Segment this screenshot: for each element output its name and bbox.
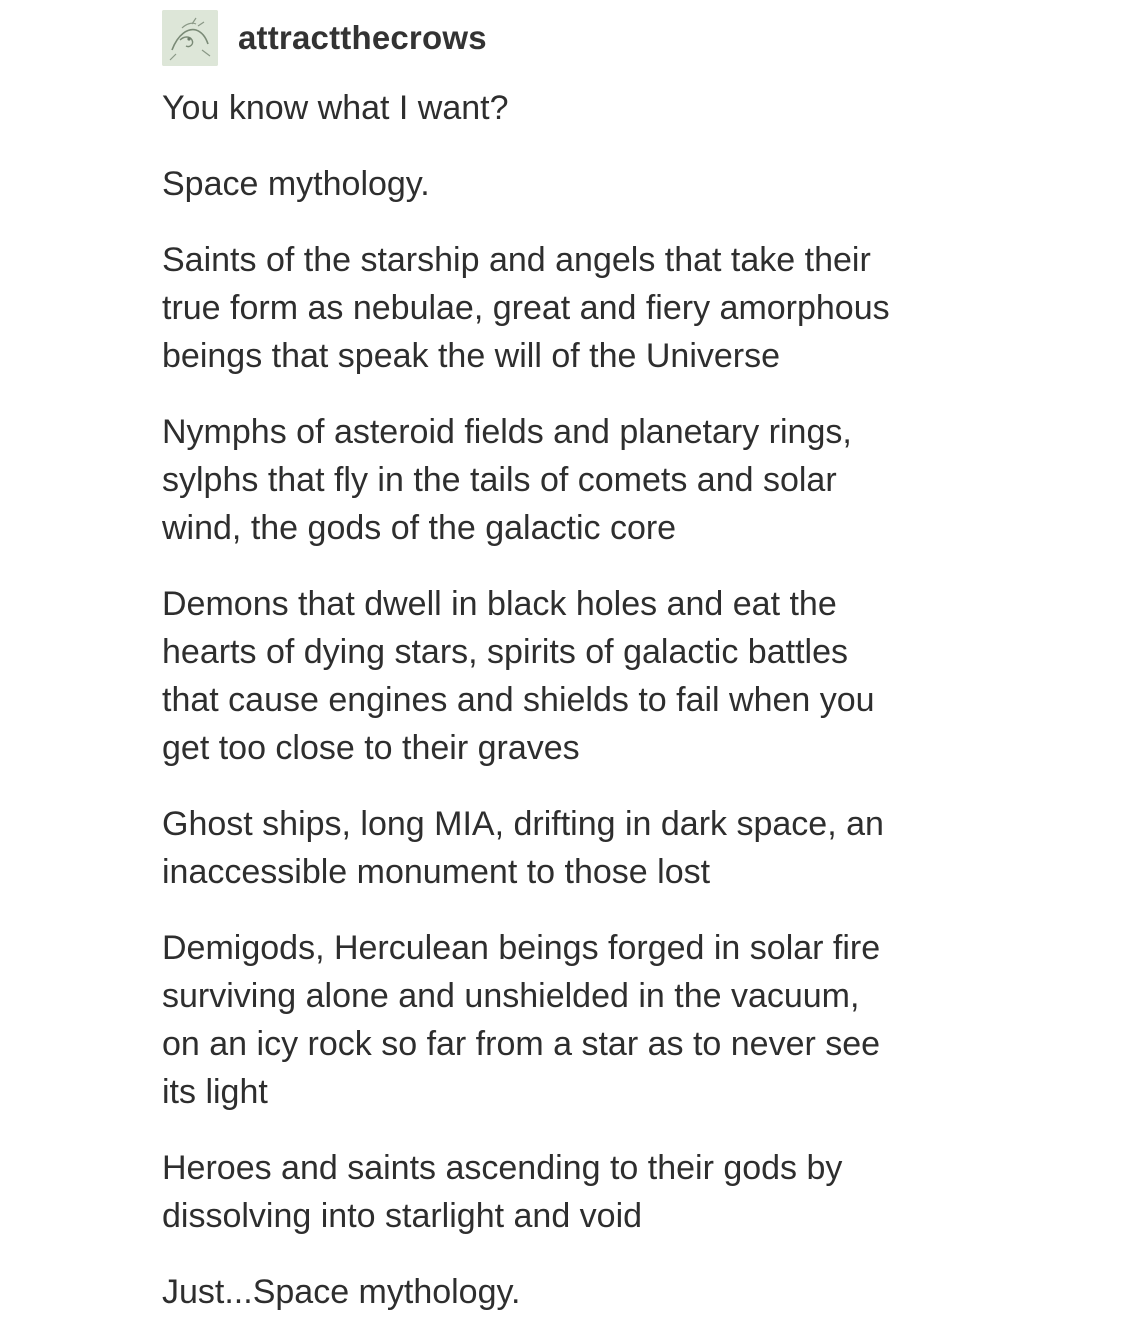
post-paragraph — [162, 800, 1062, 896]
paragraph-line: sylphs that fly in the tails of comets and solar — [162, 461, 837, 499]
post-paragraph — [162, 1268, 1062, 1316]
paragraph-line: Nymphs of asteroid fields and planetary rings, — [162, 413, 852, 451]
paragraph-line: hearts of dying stars, spirits of galactic battles — [162, 633, 848, 671]
paragraph-line: dissolving into starlight and void — [162, 1197, 643, 1235]
paragraph-line: wind, the gods of the galactic core — [162, 509, 677, 547]
paragraph-line: its light — [162, 1073, 268, 1111]
post-paragraph — [162, 924, 1062, 1116]
paragraph-line: You know what I want? — [162, 89, 509, 127]
post-body — [162, 84, 1062, 1316]
paragraph-line: on an icy rock so far from a star as to never see — [162, 1025, 881, 1063]
paragraph-line: inaccessible monument to those lost — [162, 853, 711, 891]
post-header — [162, 10, 1062, 66]
post-paragraph — [162, 236, 1062, 380]
post-paragraph — [162, 408, 1062, 552]
post-paragraph — [162, 580, 1062, 772]
paragraph-line: Space mythology. — [162, 165, 430, 203]
paragraph-line: Just...Space mythology. — [162, 1273, 521, 1311]
paragraph-line: surviving alone and unshielded in the vacuum, — [162, 977, 860, 1015]
crow-sketch-icon — [162, 10, 218, 66]
paragraph-line: beings that speak the will of the Universe — [162, 337, 781, 375]
post-paragraph — [162, 1144, 1062, 1240]
paragraph-line: Ghost ships, long MIA, drifting in dark space, an — [162, 805, 884, 843]
paragraph-line: Heroes and saints ascending to their gods by — [162, 1149, 843, 1187]
paragraph-line: true form as nebulae, great and fiery amorphous — [162, 289, 890, 327]
paragraph-line: that cause engines and shields to fail when you — [162, 681, 875, 719]
paragraph-line: Demigods, Herculean beings forged in solar fire — [162, 929, 881, 967]
paragraph-line: get too close to their graves — [162, 729, 580, 767]
avatar[interactable] — [162, 10, 218, 66]
post-paragraph — [162, 84, 1062, 132]
username[interactable]: attractthecrows — [238, 19, 487, 56]
post — [162, 10, 1062, 1344]
paragraph-line: Saints of the starship and angels that take their — [162, 241, 871, 279]
post-paragraph — [162, 160, 1062, 208]
paragraph-line: Demons that dwell in black holes and eat the — [162, 585, 837, 623]
